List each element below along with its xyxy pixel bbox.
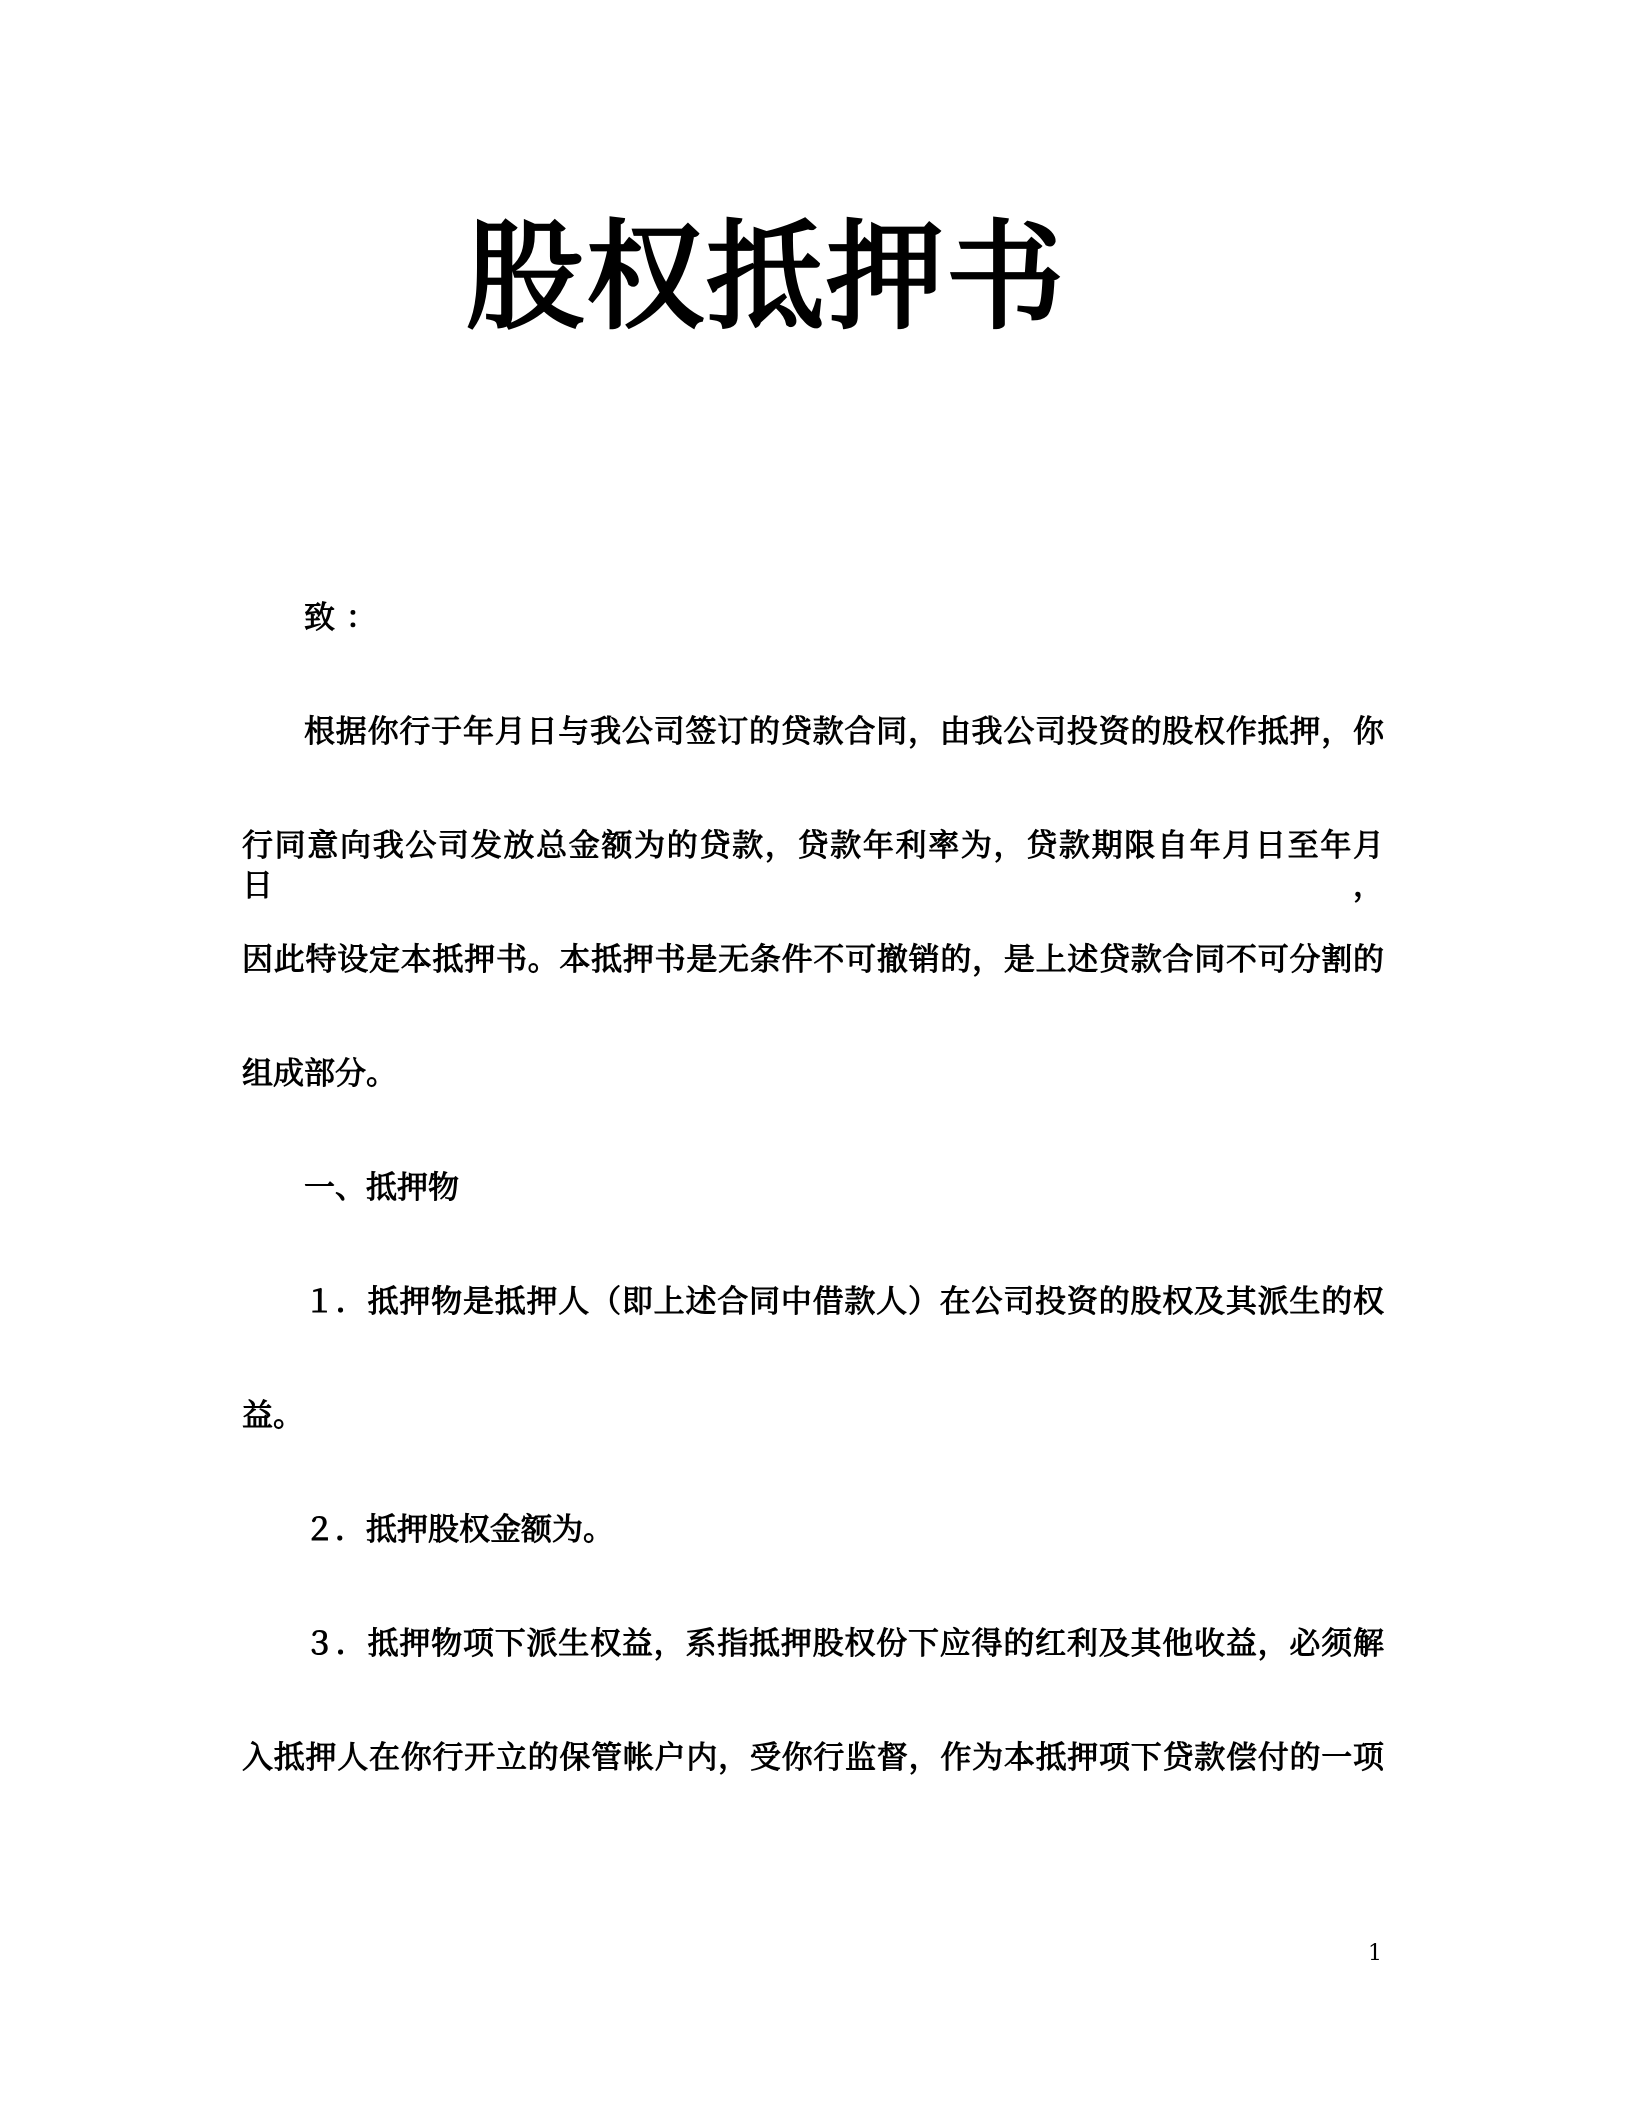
paragraph1-line2: 行同意向我公司发放总金额为的贷款，贷款年利率为，贷款期限自年月日至年月日， (242, 828, 1384, 904)
item3-line1: ３．抵押物项下派生权益，系指抵押股权份下应得的红利及其他收益，必须解 (304, 1626, 1384, 1662)
paragraph1-line3: 因此特设定本抵押书。本抵押书是无条件不可撤销的，是上述贷款合同不可分割的 (242, 942, 1384, 978)
document-title: 股权抵押书 (466, 208, 1067, 346)
section-heading-collateral: 一、抵押物 (304, 1170, 459, 1206)
item1-line2: 益。 (242, 1398, 304, 1434)
item1-line1: １．抵押物是抵押人（即上述合同中借款人）在公司投资的股权及其派生的权 (304, 1284, 1384, 1320)
page-number: 1 (1368, 1941, 1382, 1966)
item2-line1: ２．抵押股权金额为。 (304, 1512, 614, 1548)
paragraph1-line1: 根据你行于年月日与我公司签订的贷款合同，由我公司投资的股权作抵押，你 (304, 714, 1384, 750)
paragraph1-line4: 组成部分。 (242, 1056, 397, 1092)
salutation: 致 ： (304, 600, 377, 636)
item3-line2: 入抵押人在你行开立的保管帐户内，受你行监督，作为本抵押项下贷款偿付的一项 (242, 1740, 1384, 1776)
